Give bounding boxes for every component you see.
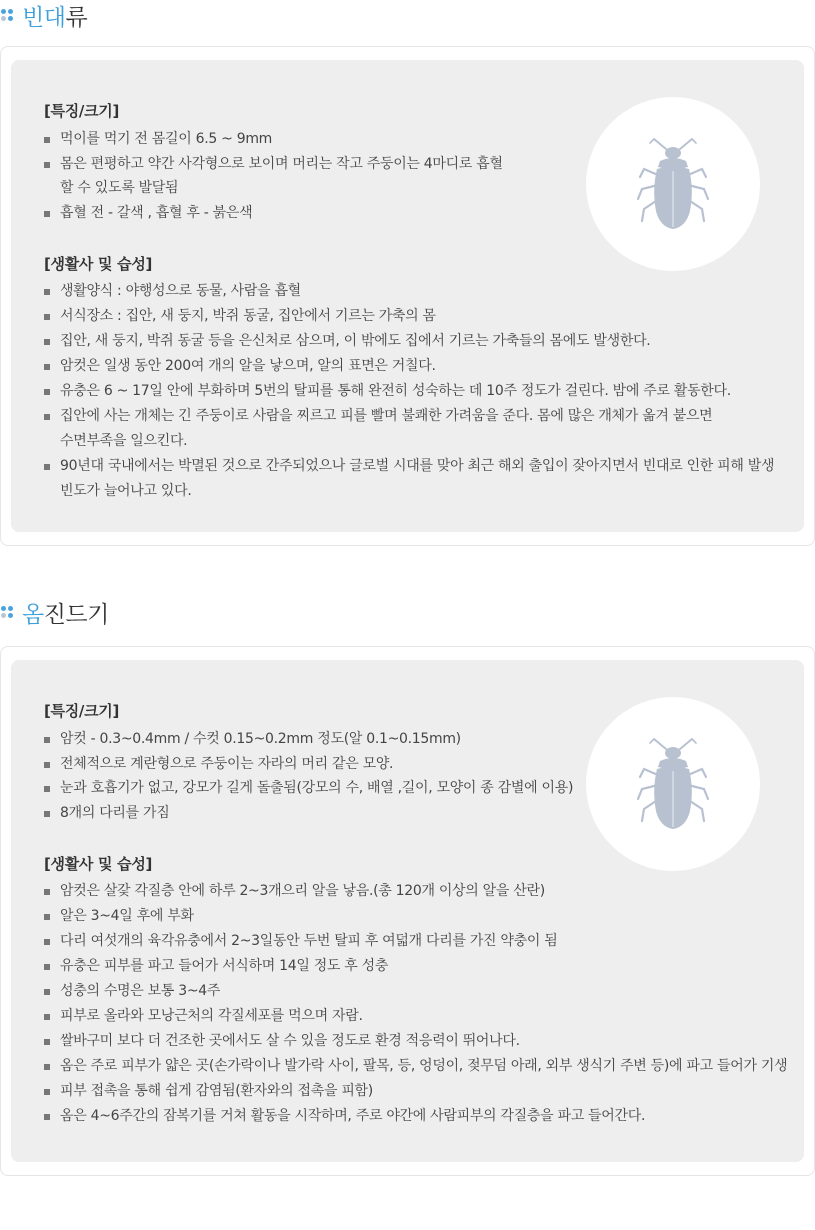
- list-item: 생활양식 : 야행성으로 동물, 사람을 흡혈: [44, 279, 301, 304]
- list-item: 8개의 다리를 가짐: [44, 801, 169, 826]
- square-bullet-icon: [44, 289, 50, 295]
- list-item: 전체적으로 계란형으로 주둥이는 자라의 머리 같은 모양.: [44, 752, 393, 777]
- square-bullet-icon: [44, 786, 50, 792]
- square-bullet-icon: [44, 211, 50, 217]
- illustration-circle: [586, 697, 760, 871]
- title-rest: 류: [65, 4, 88, 31]
- feature-heading: [특징/크기]: [44, 102, 120, 120]
- square-bullet-icon: [44, 1039, 50, 1045]
- square-bullet-icon: [44, 1064, 50, 1070]
- list-item: 서식장소 : 집안, 새 둥지, 박쥐 동굴, 집안에서 기르는 가축의 몸: [44, 304, 436, 329]
- list-item: 옴은 4~6주간의 잠복기를 거쳐 활동을 시작하며, 주로 야간에 사람피부의 각질층을 파고 들어간다.: [44, 1104, 645, 1129]
- bedbug-icon: [636, 137, 710, 233]
- list-item: 다리 여섯개의 육각유충에서 2~3일동안 두번 탈피 후 여덟개 다리를 가진 약충이 됨: [44, 929, 557, 954]
- title-rest: 진드기: [43, 601, 109, 628]
- square-bullet-icon: [44, 1114, 50, 1120]
- list-item-continuation: 빈도가 늘어나고 있다.: [60, 483, 192, 499]
- card-body: [11, 660, 804, 1162]
- square-bullet-icon: [44, 339, 50, 345]
- section-title-bedbug: [0, 0, 87, 30]
- scabies-mite-icon: [636, 737, 710, 833]
- info-card-bedbug: [0, 46, 815, 546]
- square-bullet-icon: [44, 939, 50, 945]
- square-bullet-icon: [44, 314, 50, 320]
- list-item-continuation: 할 수 있도록 발달됨: [60, 180, 179, 196]
- bullet-dots-icon: [0, 605, 18, 619]
- info-card-scabies: [0, 646, 815, 1176]
- list-item: 유충은 6 ~ 17일 안에 부화하며 5번의 탈피를 통해 완전히 성숙하는 데 10주 정도가 걸린다. 밤에 주로 활동한다.: [44, 379, 731, 404]
- square-bullet-icon: [44, 762, 50, 768]
- list-item: 피부로 올라와 모낭근처의 각질세포를 먹으며 자람.: [44, 1004, 363, 1029]
- square-bullet-icon: [44, 1089, 50, 1095]
- list-item: 피부 접촉을 통해 쉽게 감염됨(환자와의 접촉을 피함): [44, 1079, 373, 1104]
- list-item: 암컷 - 0.3~0.4mm / 수컷 0.15~0.2mm 정도(알 0.1~0.15mm): [44, 727, 461, 752]
- list-item: 암컷은 살갗 각질층 안에 하루 2~3개으리 알을 낳음.(총 120개 이상의 알을 산란): [44, 879, 545, 904]
- square-bullet-icon: [44, 989, 50, 995]
- square-bullet-icon: [44, 364, 50, 370]
- list-item: 유충은 피부를 파고 들어가 서식하며 14일 정도 후 성충: [44, 954, 388, 979]
- list-item: 알은 3~4일 후에 부화: [44, 904, 194, 929]
- list-item: 몸은 편평하고 약간 사각형으로 보이며 머리는 작고 주둥이는 4마디로 흡혈: [44, 152, 503, 177]
- list-item: 집안에 사는 개체는 긴 주둥이로 사람을 찌르고 피를 빨며 불쾌한 가려움을 준다. 몸에 많은 개체가 옮겨 붙으면: [44, 404, 712, 429]
- list-item: 눈과 호흡기가 없고, 강모가 길게 돌출됨(강모의 수, 배열 ,길이, 모양이 종 감별에 이용): [44, 776, 573, 801]
- square-bullet-icon: [44, 914, 50, 920]
- square-bullet-icon: [44, 889, 50, 895]
- square-bullet-icon: [44, 414, 50, 420]
- illustration-circle: [586, 97, 760, 271]
- feature-heading: [특징/크기]: [44, 702, 120, 720]
- title-accent: 빈대: [22, 4, 66, 31]
- square-bullet-icon: [44, 737, 50, 743]
- list-item: 옴은 주로 피부가 얇은 곳(손가락이나 발가락 사이, 팔목, 등, 엉덩이, 젖무덤 아래, 외부 생식기 주변 등)에 파고 들어가 기생: [44, 1054, 787, 1079]
- square-bullet-icon: [44, 137, 50, 143]
- habit-heading: [생활사 및 습성]: [44, 255, 153, 273]
- list-item: 성충의 수명은 보통 3~4주: [44, 979, 220, 1004]
- square-bullet-icon: [44, 389, 50, 395]
- square-bullet-icon: [44, 1014, 50, 1020]
- square-bullet-icon: [44, 162, 50, 168]
- section-title-scabies: [0, 597, 109, 627]
- square-bullet-icon: [44, 964, 50, 970]
- list-item: 쌀바구미 보다 더 건조한 곳에서도 살 수 있을 정도로 환경 적응력이 뛰어나다.: [44, 1029, 520, 1054]
- list-item: 먹이를 먹기 전 몸길이 6.5 ~ 9mm: [44, 127, 272, 152]
- title-accent: 옴: [22, 601, 44, 628]
- bullet-dots-icon: [0, 8, 18, 22]
- habit-heading: [생활사 및 습성]: [44, 855, 153, 873]
- list-item: 암컷은 일생 동안 200여 개의 알을 낳으며, 알의 표면은 거칠다.: [44, 354, 436, 379]
- list-item: 90년대 국내에서는 박멸된 것으로 간주되었으나 글로벌 시대를 맞아 최근 해외 출입이 잦아지면서 빈대로 인한 피해 발생: [44, 454, 774, 479]
- list-item-continuation: 수면부족을 일으킨다.: [60, 433, 188, 449]
- card-body: [11, 60, 804, 532]
- list-item: 집안, 새 둥지, 박쥐 동굴 등을 은신처로 삼으며, 이 밖에도 집에서 기르는 가축들의 몸에도 발생한다.: [44, 329, 650, 354]
- square-bullet-icon: [44, 811, 50, 817]
- square-bullet-icon: [44, 464, 50, 470]
- list-item: 흡혈 전 - 갈색 , 흡혈 후 - 붉은색: [44, 201, 252, 226]
